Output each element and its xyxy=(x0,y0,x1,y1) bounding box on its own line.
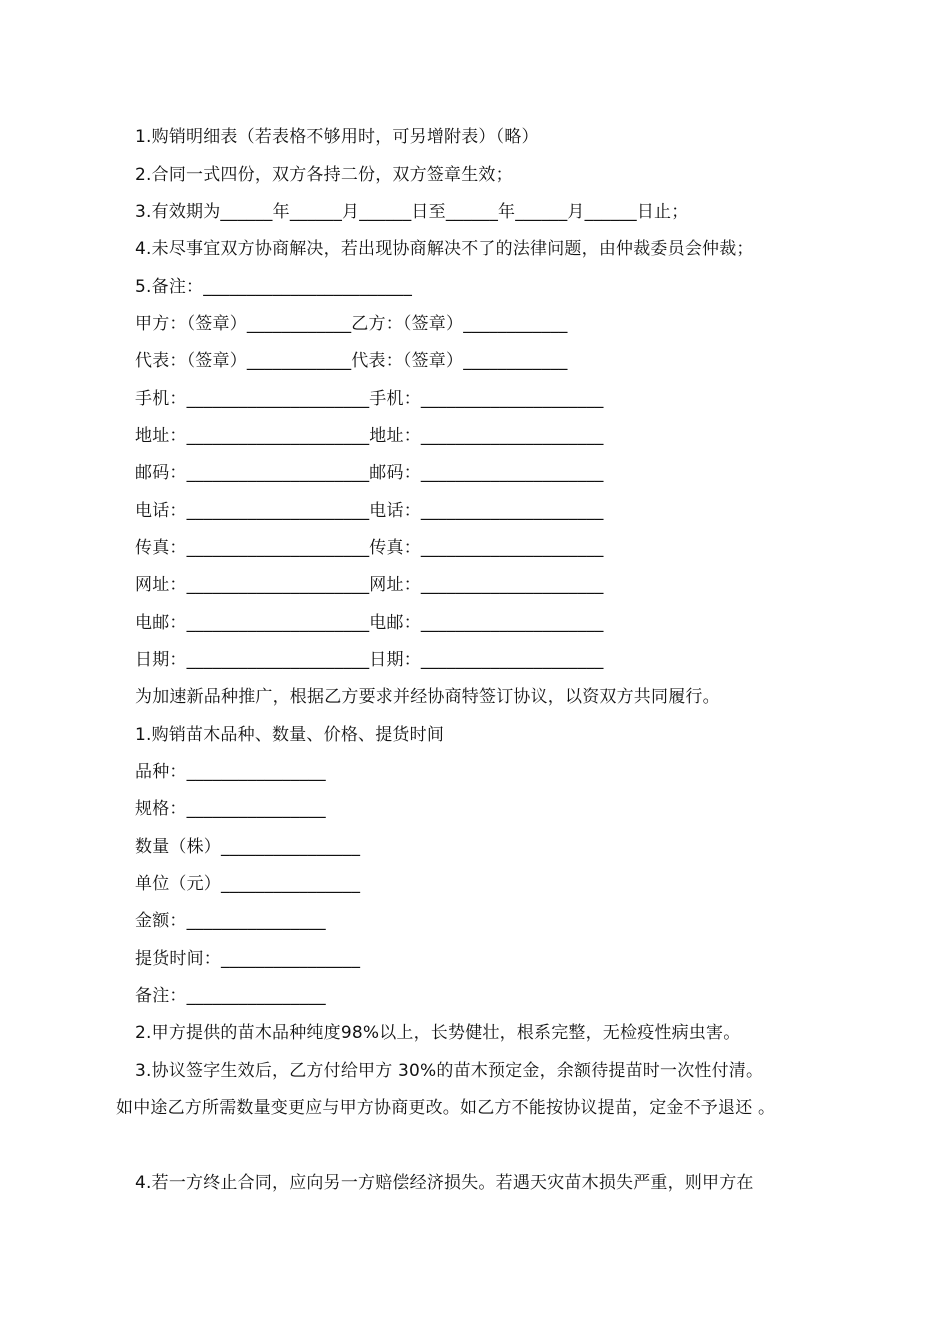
party-row-representatives: 代表：（签章）____________代表：（签章）____________ xyxy=(135,351,568,371)
party-row-parties: 甲方：（签章）____________乙方：（签章）____________ xyxy=(135,314,568,334)
field-remarks: 备注：________________ xyxy=(135,986,326,1006)
party-row-mobile: 手机：_____________________手机：_____________________ xyxy=(135,389,604,409)
field-quantity: 数量（株）________________ xyxy=(135,837,361,857)
party-row-phone: 电话：_____________________电话：_____________________ xyxy=(135,501,604,521)
clause-2-copies: 2.合同一式四份，双方各持二份，双方签章生效； xyxy=(135,165,513,185)
field-specification: 规格：________________ xyxy=(135,799,326,819)
clause-1-detail-table: 1.购销明细表（若表格不够用时，可另增附表）（略） xyxy=(135,127,539,147)
clause-5-remarks: 5.备注：________________________ xyxy=(135,277,413,297)
agreement-preamble: 为加速新品种推广，根据乙方要求并经协商特签订协议，以资双方共同履行。 xyxy=(135,687,720,707)
field-variety: 品种：________________ xyxy=(135,762,326,782)
party-row-email: 电邮：_____________________电邮：_____________________ xyxy=(135,613,604,633)
field-unit-price: 单位（元）________________ xyxy=(135,874,361,894)
section-3-deposit: 3.协议签字生效后，乙方付给甲方 30%的苗木预定金，余额待提苗时一次性付清。 xyxy=(135,1061,764,1081)
clause-3-validity: 3.有效期为______年______月______日至______年______月______日止； xyxy=(135,202,689,222)
party-row-date: 日期：_____________________日期：_____________________ xyxy=(135,650,604,670)
party-row-address: 地址：_____________________地址：_____________________ xyxy=(135,426,604,446)
party-row-fax: 传真：_____________________传真：_____________________ xyxy=(135,538,604,558)
party-row-postcode: 邮码：_____________________邮码：_____________________ xyxy=(135,463,604,483)
section-2-quality: 2.甲方提供的苗木品种纯度98%以上，长势健壮，根系完整，无检疫性病虫害。 xyxy=(135,1023,741,1043)
party-row-website: 网址：_____________________网址：_____________________ xyxy=(135,575,604,595)
section-4-termination: 4.若一方终止合同，应向另一方赔偿经济损失。若遇天灾苗木损失严重，则甲方在 xyxy=(135,1173,754,1193)
clause-4-arbitration: 4.未尽事宜双方协商解决，若出现协商解决不了的法律问题，由仲裁委员会仲裁； xyxy=(135,239,754,259)
section-1-heading: 1.购销苗木品种、数量、价格、提货时间 xyxy=(135,725,445,745)
section-3-continuation: 如中途乙方所需数量变更应与甲方协商更改。如乙方不能按协议提苗，定金不予退还 。 xyxy=(116,1098,776,1118)
field-pickup-time: 提货时间：________________ xyxy=(135,949,361,969)
field-amount: 金额：________________ xyxy=(135,911,326,931)
